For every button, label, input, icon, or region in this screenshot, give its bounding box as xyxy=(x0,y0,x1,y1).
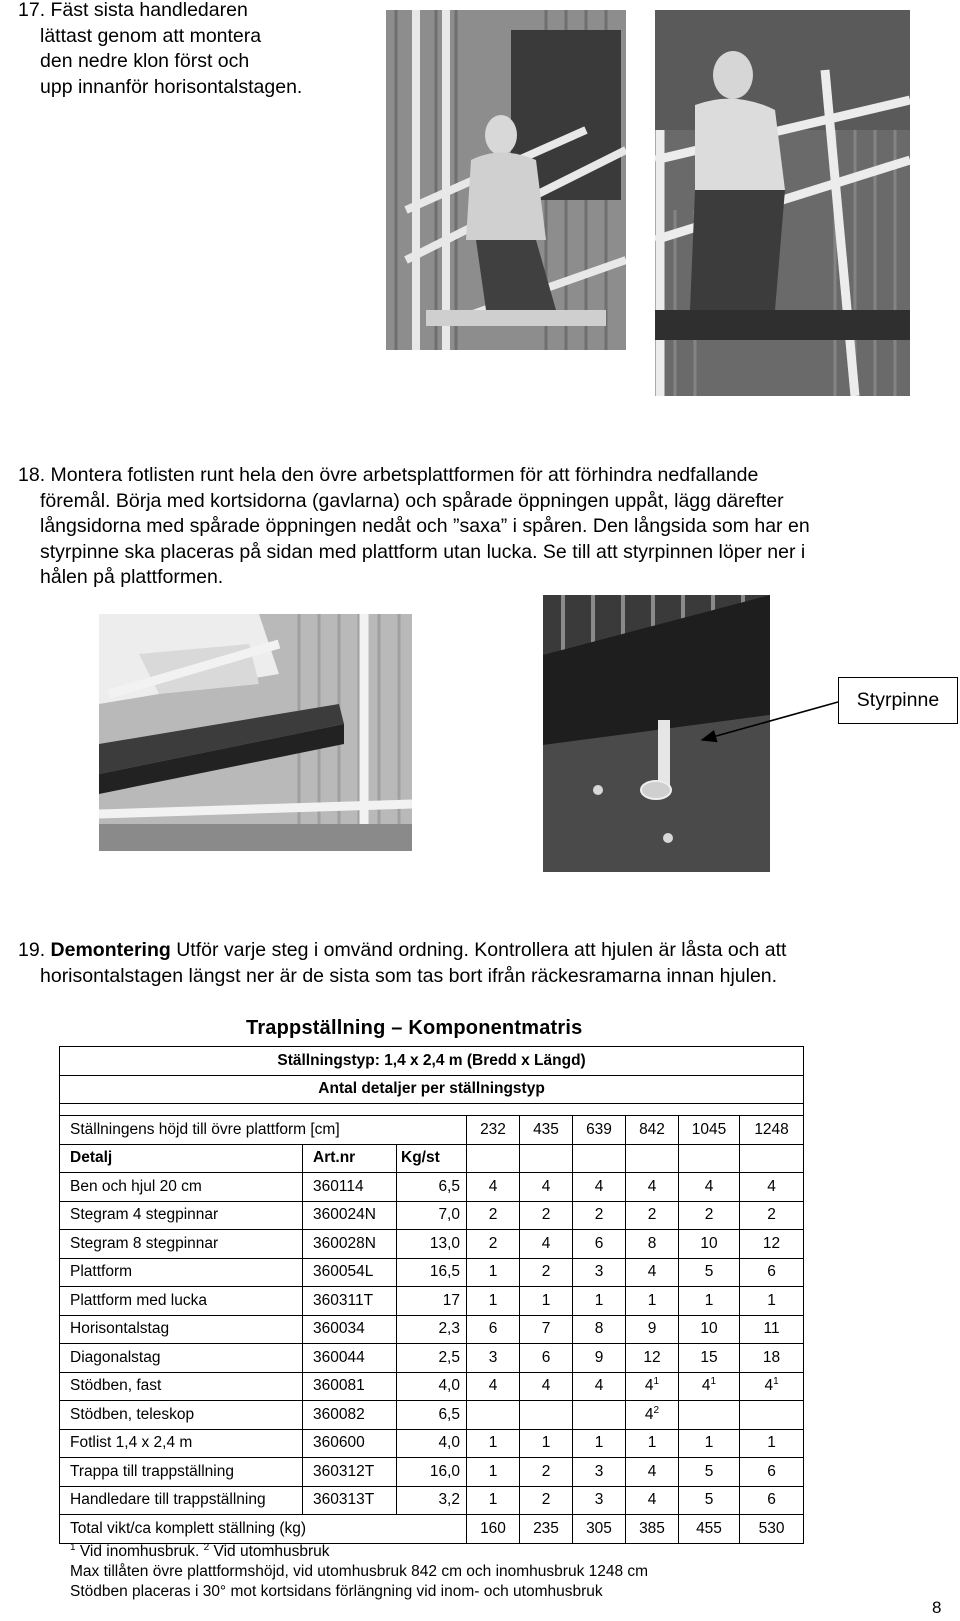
row-kg: 6,5 xyxy=(397,1401,467,1430)
row-kg: 2,3 xyxy=(397,1315,467,1344)
total-value: 160 xyxy=(467,1515,520,1544)
row-detail: Trappa till trappställning xyxy=(60,1458,303,1487)
row-quantity: 7 xyxy=(520,1315,573,1344)
row-detail: Stegram 8 stegpinnar xyxy=(60,1230,303,1259)
row-quantity: 4 xyxy=(626,1458,679,1487)
row-quantity: 1 xyxy=(520,1429,573,1458)
row-artnr: 360044 xyxy=(303,1344,397,1373)
row-artnr: 360028N xyxy=(303,1230,397,1259)
row-artnr: 360114 xyxy=(303,1173,397,1202)
row-quantity: 4 xyxy=(626,1486,679,1515)
row-quantity: $4^1$ xyxy=(679,1372,740,1401)
row-quantity: 2 xyxy=(626,1201,679,1230)
row-quantity: 2 xyxy=(520,1201,573,1230)
row-detail: Horisontalstag xyxy=(60,1315,303,1344)
table-subtitle-row xyxy=(60,1047,804,1076)
row-artnr: 360311T xyxy=(303,1287,397,1316)
row-quantity: 4 xyxy=(573,1372,626,1401)
row-quantity: 2 xyxy=(573,1201,626,1230)
row-artnr: 360024N xyxy=(303,1201,397,1230)
row-quantity xyxy=(573,1401,626,1430)
table-row xyxy=(60,1230,804,1259)
row-quantity xyxy=(679,1401,740,1430)
height-value: 639 xyxy=(573,1116,626,1145)
row-quantity: 1 xyxy=(626,1287,679,1316)
row-quantity: 6 xyxy=(573,1230,626,1259)
row-quantity: 4 xyxy=(520,1372,573,1401)
table-row xyxy=(60,1458,804,1487)
row-quantity: 3 xyxy=(573,1258,626,1287)
row-kg: 4,0 xyxy=(397,1372,467,1401)
photo-scaffold-climb xyxy=(386,10,626,350)
row-quantity: 12 xyxy=(626,1344,679,1373)
row-quantity: 4 xyxy=(467,1372,520,1401)
table-subtitle-type: Ställningstyp: 1,4 x 2,4 m (Bredd x Längd) xyxy=(60,1047,804,1076)
row-quantity: 2 xyxy=(467,1230,520,1259)
column-header-row xyxy=(60,1144,804,1173)
row-detail: Stödben, teleskop xyxy=(60,1401,303,1430)
row-quantity: 6 xyxy=(467,1315,520,1344)
row-quantity: 2 xyxy=(520,1458,573,1487)
step18-text: 18. Montera fotlisten runt hela den övre arbetsplattformen för att förhindra nedfallande föremål. Börja med kortsidorna (gavlarna) och spårade öppningen uppåt, lägg därefter långsidorna med spårade öppningen nedåt och ”saxa” i spåren. Den långsida som har en styrpinne ska placeras på sidan med plattform utan lucka. Se till att styrpinnen löper ner i hålen på plattformen. xyxy=(18,464,810,589)
table-row xyxy=(60,1258,804,1287)
row-quantity: 1 xyxy=(740,1429,804,1458)
row-quantity: $4^1$ xyxy=(740,1372,804,1401)
row-kg: 2,5 xyxy=(397,1344,467,1373)
photo-scaffold-top xyxy=(655,10,910,396)
row-quantity: 1 xyxy=(573,1287,626,1316)
row-quantity: 8 xyxy=(626,1230,679,1259)
row-kg: 17 xyxy=(397,1287,467,1316)
row-artnr: 360600 xyxy=(303,1429,397,1458)
row-quantity: 5 xyxy=(679,1486,740,1515)
row-quantity: 1 xyxy=(679,1429,740,1458)
row-quantity: 9 xyxy=(573,1344,626,1373)
heights-row xyxy=(60,1116,804,1145)
row-quantity: 18 xyxy=(740,1344,804,1373)
row-kg: 7,0 xyxy=(397,1201,467,1230)
table-row xyxy=(60,1401,804,1430)
row-quantity: 5 xyxy=(679,1458,740,1487)
step17-text: 17. Fäst sista handledaren lättast genom att montera den nedre klon först och upp innanför horisontalstagen. xyxy=(18,0,303,98)
height-value: 842 xyxy=(626,1116,679,1145)
total-row xyxy=(60,1515,804,1544)
row-detail: Plattform xyxy=(60,1258,303,1287)
row-quantity: 5 xyxy=(679,1258,740,1287)
row-quantity: 2 xyxy=(679,1201,740,1230)
total-value: 385 xyxy=(626,1515,679,1544)
row-quantity: 1 xyxy=(467,1287,520,1316)
row-quantity: 4 xyxy=(626,1173,679,1202)
row-artnr: 360312T xyxy=(303,1458,397,1487)
table-row xyxy=(60,1287,804,1316)
table-row xyxy=(60,1201,804,1230)
row-quantity: 4 xyxy=(740,1173,804,1202)
page-number: 8 xyxy=(932,1598,942,1617)
total-value: 305 xyxy=(573,1515,626,1544)
row-quantity: 2 xyxy=(740,1201,804,1230)
row-quantity: 6 xyxy=(740,1458,804,1487)
row-quantity: 9 xyxy=(626,1315,679,1344)
row-artnr: 360054L xyxy=(303,1258,397,1287)
row-quantity: 8 xyxy=(573,1315,626,1344)
row-artnr: 360313T xyxy=(303,1486,397,1515)
row-quantity xyxy=(467,1401,520,1430)
component-matrix xyxy=(59,1046,804,1544)
table-row xyxy=(60,1429,804,1458)
row-quantity: 1 xyxy=(467,1429,520,1458)
total-value: 530 xyxy=(740,1515,804,1544)
height-value: 435 xyxy=(520,1116,573,1145)
total-value: 235 xyxy=(520,1515,573,1544)
callout-styrpinne: Styrpinne xyxy=(838,677,958,724)
row-detail: Stegram 4 stegpinnar xyxy=(60,1201,303,1230)
row-quantity: 15 xyxy=(679,1344,740,1373)
row-quantity: 1 xyxy=(626,1429,679,1458)
row-quantity: $4^1$ xyxy=(626,1372,679,1401)
row-detail: Ben och hjul 20 cm xyxy=(60,1173,303,1202)
row-kg: 3,2 xyxy=(397,1486,467,1515)
row-detail: Handledare till trappställning xyxy=(60,1486,303,1515)
row-artnr: 360034 xyxy=(303,1315,397,1344)
row-quantity: 2 xyxy=(467,1201,520,1230)
row-kg: 4,0 xyxy=(397,1429,467,1458)
row-quantity: 4 xyxy=(467,1173,520,1202)
col-artnr: Art.nr xyxy=(303,1144,397,1173)
table-row xyxy=(60,1173,804,1202)
table-row xyxy=(60,1372,804,1401)
row-quantity: 1 xyxy=(679,1287,740,1316)
row-quantity: 10 xyxy=(679,1230,740,1259)
row-quantity: 4 xyxy=(573,1173,626,1202)
row-quantity: 6 xyxy=(520,1344,573,1373)
height-value: 1248 xyxy=(740,1116,804,1145)
footnotes: $^1$ Vid inomhusbruk. $^2$ Vid utomhusbruk Max tillåten övre plattformshöjd, vid utomhusbruk 842 cm och inomhusbruk 1248 cm Stödben placeras i 30° mot kortsidans förlängning vid inom- och utomhusbruk xyxy=(70,1542,649,1600)
table-subtitle-count: Antal detaljer per ställningstyp xyxy=(60,1075,804,1104)
height-label: Ställningens höjd till övre plattform [cm] xyxy=(60,1116,467,1145)
table-subtitle-row xyxy=(60,1075,804,1104)
row-quantity: 4 xyxy=(679,1173,740,1202)
row-quantity: 1 xyxy=(467,1258,520,1287)
table-row xyxy=(60,1344,804,1373)
row-quantity: 2 xyxy=(520,1486,573,1515)
row-quantity: 1 xyxy=(520,1287,573,1316)
row-quantity xyxy=(520,1401,573,1430)
row-quantity: 10 xyxy=(679,1315,740,1344)
col-detail: Detalj xyxy=(60,1144,303,1173)
photo-toe-board xyxy=(99,614,412,851)
total-label: Total vikt/ca komplett ställning (kg) xyxy=(60,1515,467,1544)
height-value: 1045 xyxy=(679,1116,740,1145)
row-detail: Fotlist 1,4 x 2,4 m xyxy=(60,1429,303,1458)
step19-text: 19. Demontering Utför varje steg i omvänd ordning. Kontrollera att hjulen är låsta och att horisontalstagen längst ner är de sista som tas bort ifrån räckesramarna innan hjulen. xyxy=(18,939,787,987)
table-title: Trappställning – Komponentmatris xyxy=(246,1017,583,1039)
row-detail: Stödben, fast xyxy=(60,1372,303,1401)
row-kg: 16,0 xyxy=(397,1458,467,1487)
row-kg: 16,5 xyxy=(397,1258,467,1287)
row-quantity: 4 xyxy=(626,1258,679,1287)
row-quantity: 1 xyxy=(740,1287,804,1316)
row-quantity: 1 xyxy=(573,1429,626,1458)
table-row xyxy=(60,1315,804,1344)
row-quantity xyxy=(740,1401,804,1430)
row-artnr: 360081 xyxy=(303,1372,397,1401)
row-detail: Diagonalstag xyxy=(60,1344,303,1373)
row-kg: 13,0 xyxy=(397,1230,467,1259)
row-artnr: 360082 xyxy=(303,1401,397,1430)
row-quantity: 6 xyxy=(740,1486,804,1515)
row-quantity: 4 xyxy=(520,1230,573,1259)
table-row xyxy=(60,1486,804,1515)
col-kg: Kg/st xyxy=(397,1144,467,1173)
row-quantity: 3 xyxy=(467,1344,520,1373)
row-quantity: 3 xyxy=(573,1458,626,1487)
total-value: 455 xyxy=(679,1515,740,1544)
row-quantity: 4 xyxy=(520,1173,573,1202)
row-quantity: 1 xyxy=(467,1486,520,1515)
callout-arrow xyxy=(690,690,840,750)
row-quantity: 11 xyxy=(740,1315,804,1344)
row-quantity: 2 xyxy=(520,1258,573,1287)
row-quantity: 3 xyxy=(573,1486,626,1515)
row-detail: Plattform med lucka xyxy=(60,1287,303,1316)
row-quantity: $4^2$ xyxy=(626,1401,679,1430)
height-value: 232 xyxy=(467,1116,520,1145)
row-quantity: 1 xyxy=(467,1458,520,1487)
row-quantity: 6 xyxy=(740,1258,804,1287)
row-quantity: 12 xyxy=(740,1230,804,1259)
row-kg: 6,5 xyxy=(397,1173,467,1202)
